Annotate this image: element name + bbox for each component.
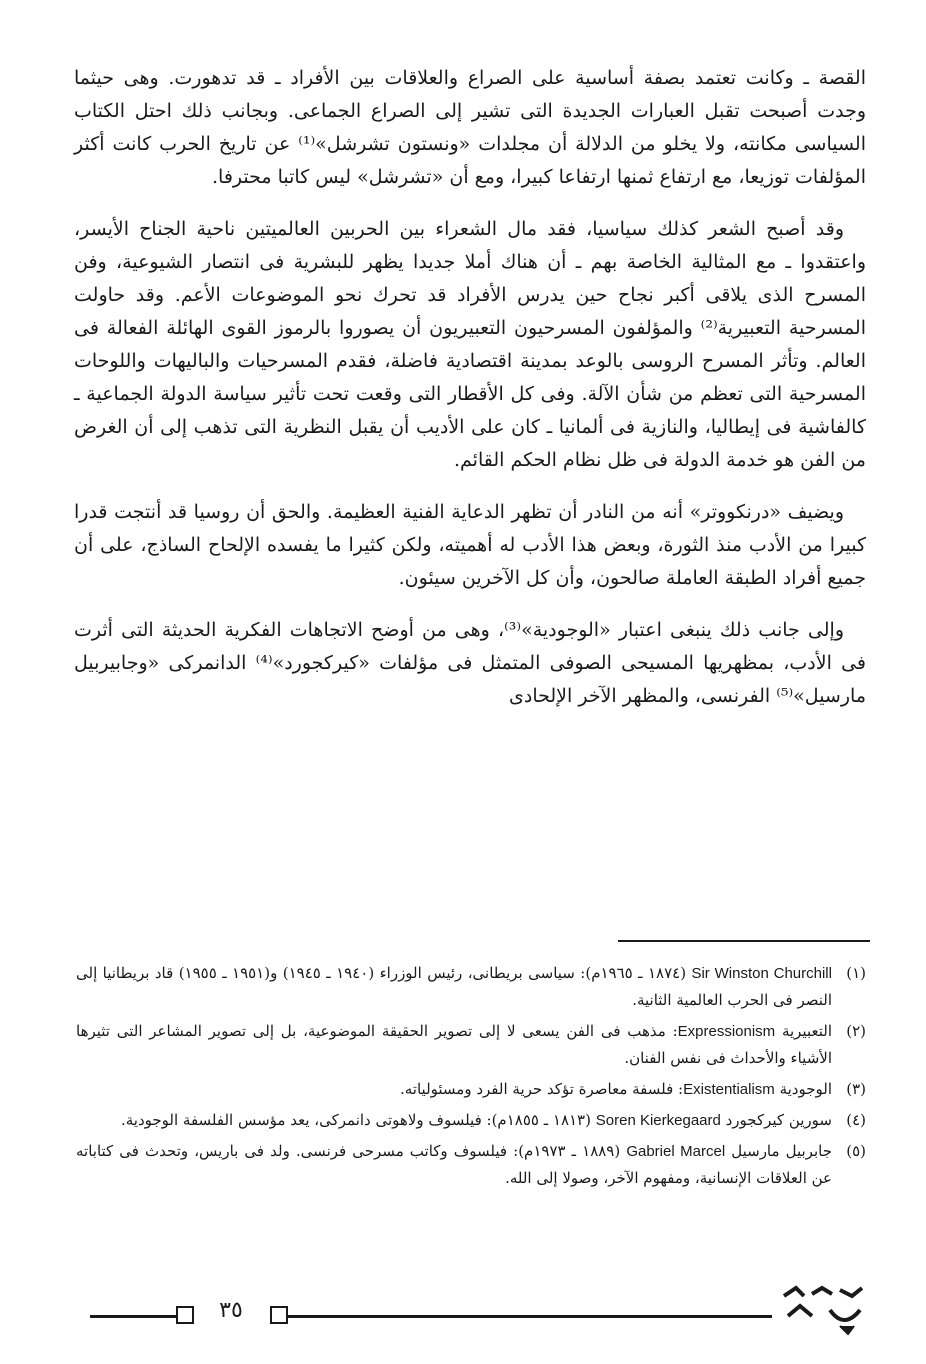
paragraph-4: وإلى جانب ذلك ينبغى اعتبار «الوجودية»⁽³⁾، وهى من أوضح الاتجاهات الفكرية الحديثة التى أثرت فى الأدب، بمظهريها المسيحى الصوفى المتمثل فى مؤلفات «كيركجورد»⁽⁴⁾ الدانمركى «وجابيربيل مارسيل»⁽⁵⁾ الفرنسى، والمظهر الآخر الإلحادى [74,619,866,707]
footnote-text [76,960,832,1014]
paragraph-2: وقد أصبح الشعر كذلك سياسيا، فقد مال الشعراء بين الحربين العالميتين ناحية الجناح الأيسر، واعتقدوا ـ مع المثالية الخاصة بهم ـ أن هناك أملا جديدا يظهر للبشرية فى انتصار الشيوعية، وفن المسرح الذى يلاقى أكبر نجاح حين يدرس الأفراد قد تحرك نحو الموضوعات الأعم. وقد حاولت المسرحية التعبيرية⁽²⁾ والمؤلفون المسرحيون التعبيريون أن يصوروا بالرموز القوى الهائلة الفعالة فى العالم. وتأثر المسرح الروسى بالوعد بمدينة اقتصادية فاضلة، فقدم المسرحيات والباليهات واللوحات المسرحية التى تعظم من شأن الآلة. وفى كل الأقطار التى وقعت تحت تأثير سياسة الدولة الجماعية ـ كالفاشية فى إيطاليا، والنازية فى ألمانيا ـ كان على الأديب أن يقبل النظرية التى تذهب إلى أن الغرض من الفن هو خدمة الدولة فى ظل نظام الحكم القائم. [74,218,866,471]
footnote-2 [76,1018,866,1072]
footnote-5 [76,1138,866,1192]
main-text [74,62,866,732]
footnote-body: : فلسفة معاصرة تؤكد حرية الفرد ومسئولياته. [400,1080,684,1098]
footnote-number: (١) [846,964,866,982]
footnote-body: (١٨٧٤ ـ ١٩٦٥م): سياسى بريطانى، رئيس الوزراء (١٩٤٠ ـ ١٩٤٥) و(١٩٥١ ـ ١٩٥٥) قاد بريطانيا إلى النصر فى الحرب العالمية الثانية. [76,964,832,1009]
footnote-number: (٣) [846,1080,866,1098]
footnote-latin-term: Soren Kierkegaard [595,1112,721,1129]
footnote-number: (٥) [846,1142,866,1160]
footnote-3 [76,1076,866,1103]
footnote-term: جابربيل مارسيل [731,1142,832,1160]
footer-rule-right [288,1315,772,1318]
footnote-latin-term: Gabriel Marcel [626,1143,726,1160]
footnote-latin-term: Existentialism [683,1081,775,1098]
footnote-number: (٢) [846,1022,866,1040]
footnote-1 [76,960,866,1014]
footnote-text [76,1107,832,1134]
paragraph-1: القصة ـ وكانت تعتمد بصفة أساسية على الصراع والعلاقات بين الأفراد ـ قد تدهورت. وهى حيثما وجدت أصبحت تقبل العبارات الجديدة التى تشير إلى الصراع الجماعى. وبجانب ذلك احتل الكتاب السياسى مكانته، ولا يخلو من الدلالة أن مجلدات «ونستون تشرشل»⁽¹⁾ عن تاريخ الحرب كانت أكثر المؤلفات توزيعا، مع ارتفاع ثمنها ارتفاعا كبيرا، ومع أن «تشرشل» ليس كاتبا محترفا. [74,67,866,188]
footnote-term: سورين كيركجورد [725,1111,832,1129]
footnote-term: التعبيرية [781,1022,832,1040]
footer-rule-left [90,1315,176,1318]
footer-box-right [270,1306,288,1324]
ornament-icon [778,1282,868,1336]
footnote-separator [618,940,870,942]
footnote-body: (١٨١٣ ـ ١٨٥٥م): فيلسوف ولاهوتى دانمركى، يعد مؤسس الفلسفة الوجودية. [120,1111,591,1129]
footnote-text [76,1018,832,1072]
footnote-4 [76,1107,866,1134]
page-footer [0,1296,926,1336]
footnote-term: الوجودية [779,1080,832,1098]
footer-box-left [176,1306,194,1324]
footnote-number: (٤) [846,1111,866,1129]
footnote-latin-term: Sir Winston Churchill [691,965,832,982]
footnotes [76,960,866,1196]
footnote-latin-term: Expressionism [677,1023,776,1040]
footnote-text [76,1076,832,1103]
footnote-text [76,1138,832,1192]
footnote-body: : مذهب فى الفن يسعى لا إلى تصوير الحقيقة الموضوعية، بل إلى تصوير المشاعر التى تثيرها الأشياء والأحداث فى نفس الفنان. [76,1022,832,1067]
page-number: ٣٥ [219,1298,243,1323]
paragraph-3: ويضيف «درنكووتر» أنه من النادر أن تظهر الدعاية الفنية العظيمة. والحق أن روسيا قد أنتجت قدرا كبيرا من الأدب منذ الثورة، وبعض هذا الأدب له أهميته، ولكن كثيرا ما يفسده الإلحاح الساذج، على أن جميع أفراد الطبقة العاملة صالحون، وأن كل الآخرين سيئون. [74,501,866,589]
footnote-body: (١٨٨٩ ـ ١٩٧٣م): فيلسوف وكاتب مسرحى فرنسى. ولد فى باريس، وتحدث فى كتاباته عن العلاقات الإنسانية، ومفهوم الآخر، وصولا إلى الله. [76,1142,832,1187]
